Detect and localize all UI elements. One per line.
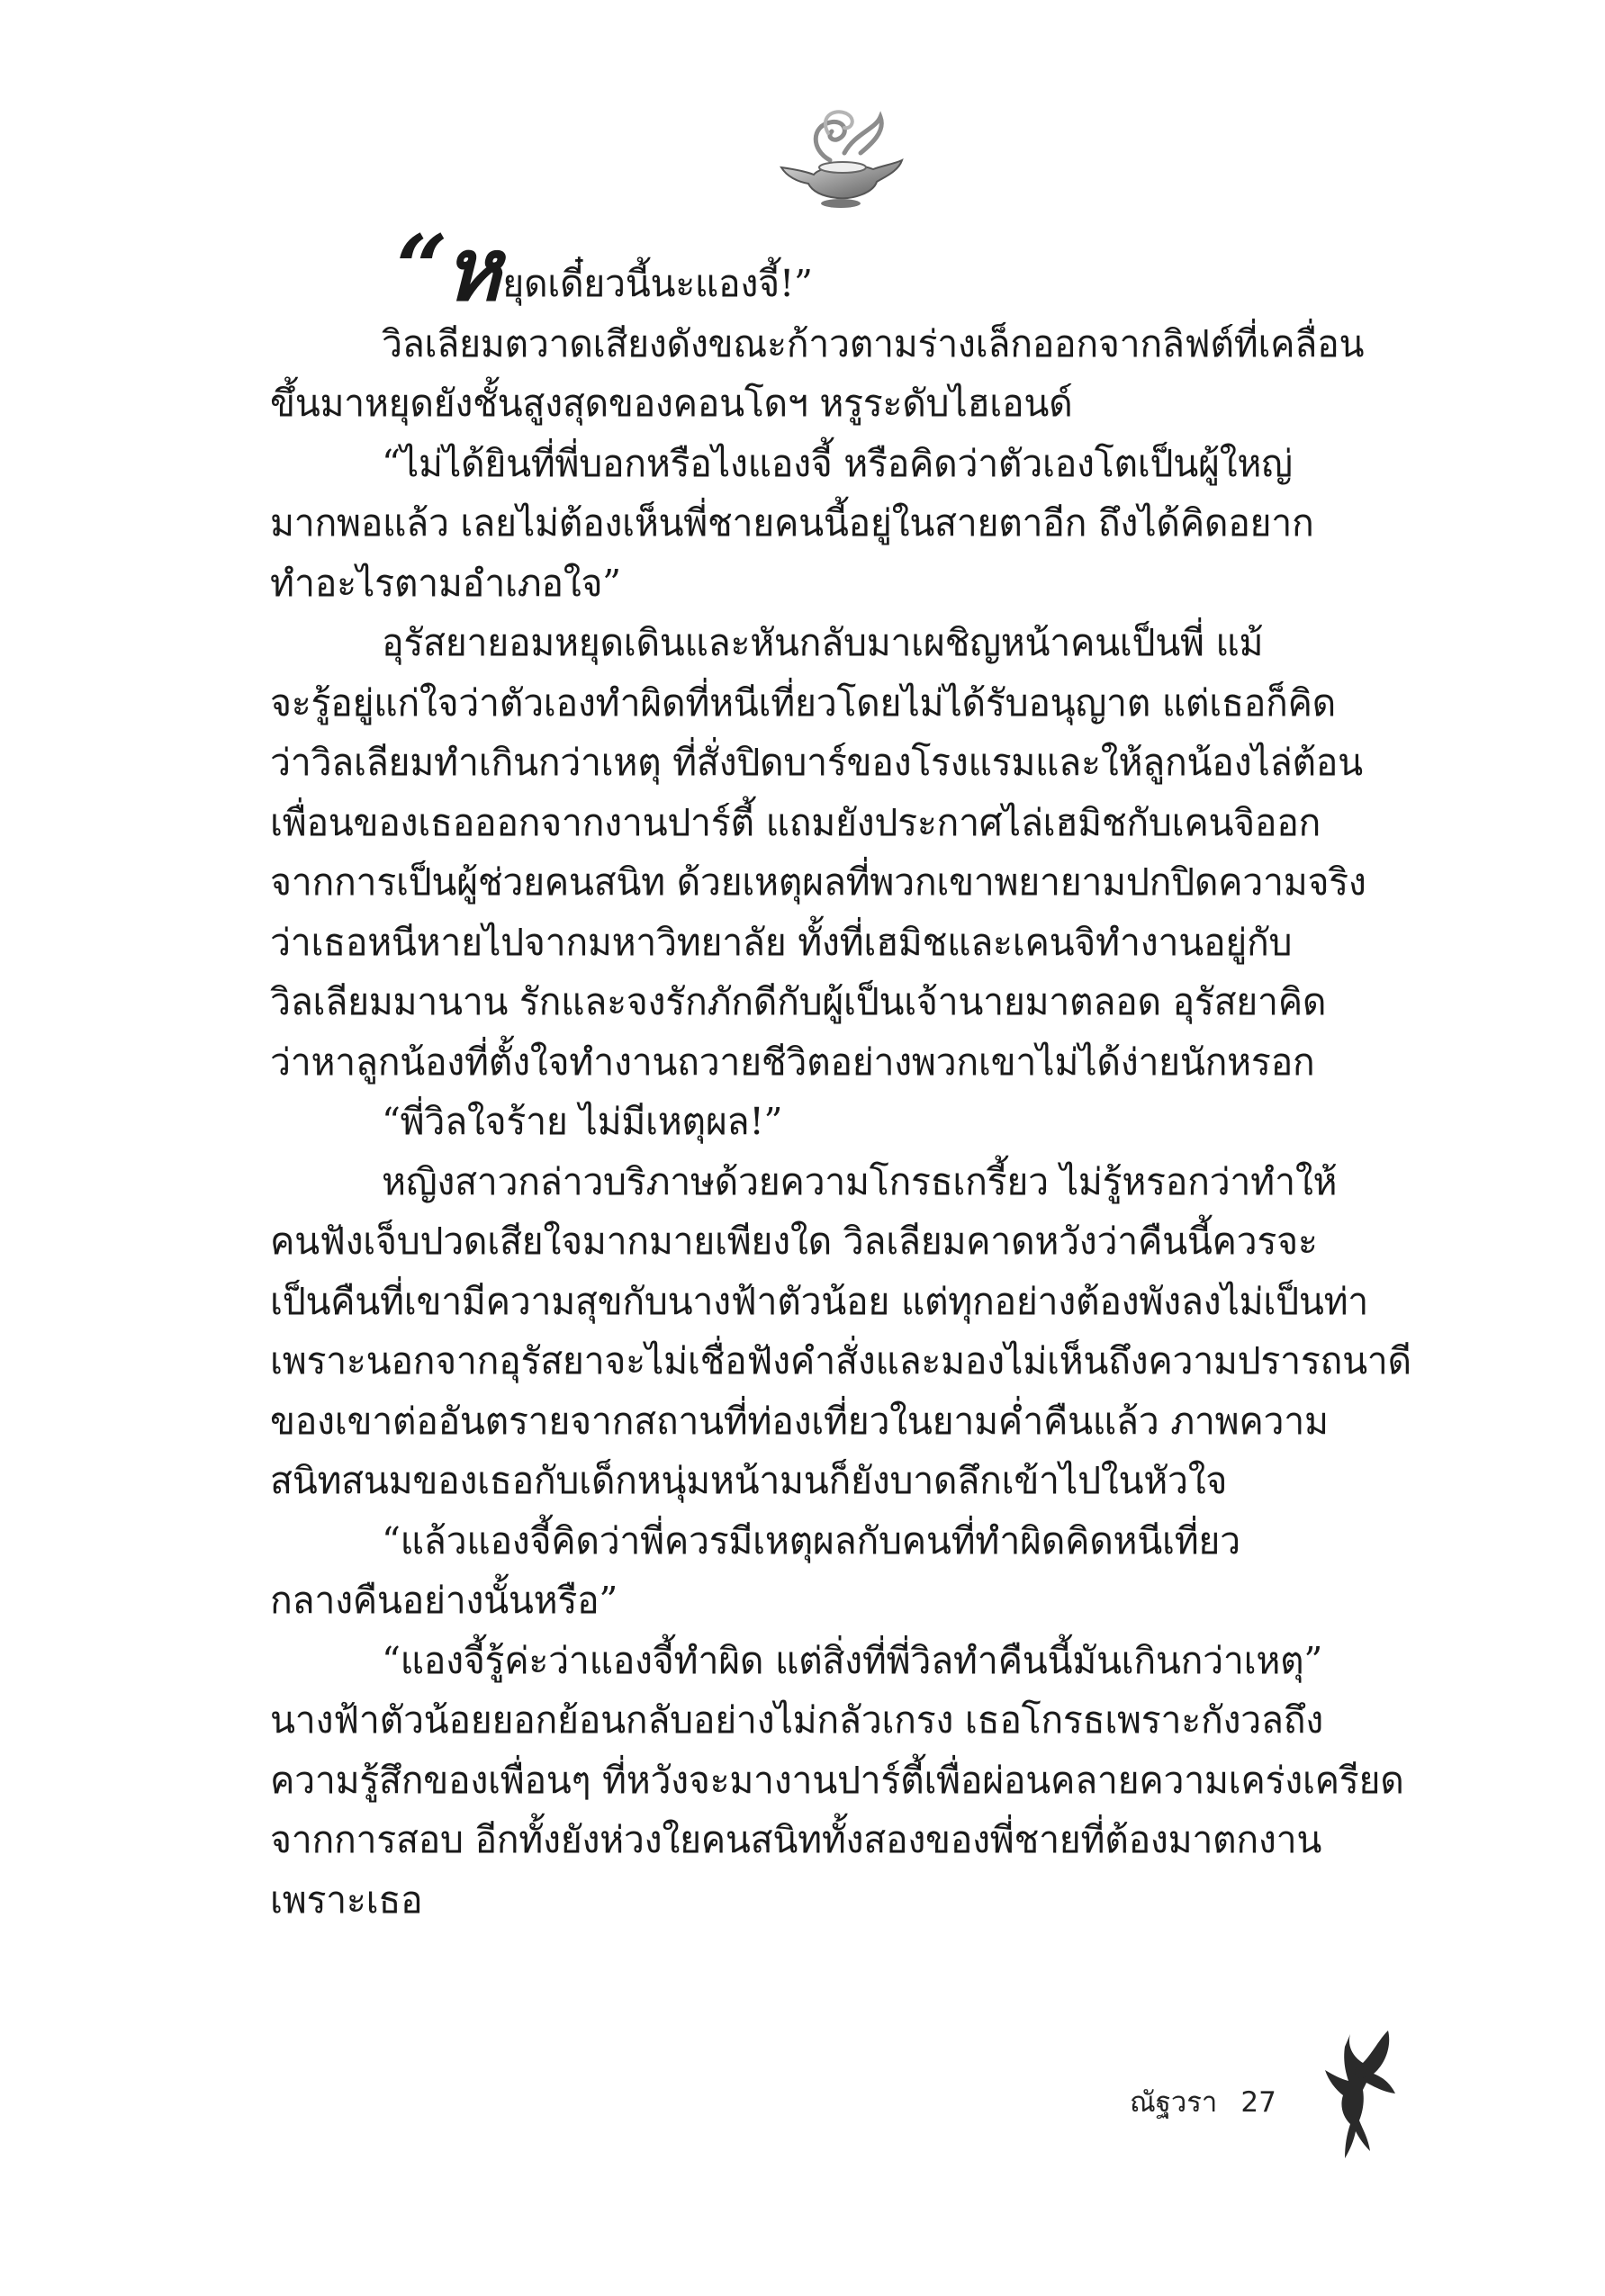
text-line: ว่าวิลเลียมทำเกินกว่าเหตุ ที่สั่งปิดบาร์ของโรงแรมและให้ลูกน้องไล่ต้อน — [270, 741, 1363, 784]
text-line: “ไม่ได้ยินที่พี่บอกหรือไงแองจี้ หรือคิดว่าตัวเองโตเป็นผู้ใหญ่ — [382, 442, 1293, 485]
text-line: จากการสอบ อีกทั้งยังห่วงใยคนสนิททั้งสองของพี่ชายที่ต้องมาตกงาน — [270, 1818, 1322, 1861]
text-line: นางฟ้าตัวน้อยยอกย้อนกลับอย่างไม่กลัวเกรง เธอโกรธเพราะกังวลถึง — [270, 1698, 1323, 1742]
text-line: ทำอะไรตามอำเภอใจ” — [270, 562, 621, 605]
text-line: จากการเป็นผู้ช่วยคนสนิท ด้วยเหตุผลที่พวกเขาพยายามปกปิดความจริง — [270, 860, 1366, 904]
text-line: “แล้วแองจี้คิดว่าพี่ควรมีเหตุผลกับคนที่ทำผิดคิดหนีเที่ยว — [382, 1519, 1240, 1562]
magic-lamp-icon — [774, 106, 909, 210]
text-line: ว่าเธอหนีหายไปจากมหาวิทยาลัย ทั้งที่เฮมิชและเคนจิทำงานอยู่กับ — [270, 921, 1293, 964]
text-line: สนิทสนมของเธอกับเด็กหนุ่มหน้ามนก็ยังบาดลึกเข้าไปในหัวใจ — [270, 1459, 1228, 1502]
opening-line — [396, 215, 813, 321]
page-number: 27 — [1240, 2086, 1276, 2119]
text-line: ว่าหาลูกน้องที่ตั้งใจทำงานถวายชีวิตอย่างพวกเขาไม่ได้ง่ายนักหรอก — [270, 1040, 1315, 1084]
text-line: จะรู้อยู่แก่ใจว่าตัวเองทำผิดที่หนีเที่ยวโดยไม่ได้รับอนุญาต แต่เธอก็คิด — [270, 681, 1336, 725]
text-line: “พี่วิลใจร้าย ไม่มีเหตุผล!” — [382, 1100, 783, 1143]
text-line: เป็นคืนที่เขามีความสุขกับนางฟ้าตัวน้อย แต่ทุกอย่างต้องพังลงไม่เป็นท่า — [270, 1280, 1369, 1323]
page-footer — [1130, 2079, 1276, 2124]
opening-line-text: ยุดเดี๋ยวนี้นะแองจี้!” — [502, 262, 813, 305]
text-line: มากพอแล้ว เลยไม่ต้องเห็นพี่ชายคนนี้อยู่ในสายตาอีก ถึงได้คิดอยาก — [270, 501, 1314, 545]
text-line: เพราะเธอ — [270, 1878, 423, 1922]
text-line: ของเขาต่ออันตรายจากสถานที่ท่องเที่ยวในยามค่ำคืนแล้ว ภาพความ — [270, 1400, 1329, 1443]
drop-cap-initial: ห — [444, 219, 501, 320]
text-line: เพื่อนของเธอออกจากงานปาร์ตี้ แถมยังประกาศไล่เฮมิชกับเคนจิออก — [270, 801, 1321, 844]
text-line: เพราะนอกจากอุรัสยาจะไม่เชื่อฟังคำสั่งและมองไม่เห็นถึงความปรารถนาดี — [270, 1339, 1411, 1382]
text-line: หญิงสาวกล่าวบริภาษด้วยความโกรธเกรี้ยว ไม่รู้หรอกว่าทำให้ — [382, 1160, 1338, 1203]
fairy-silhouette-icon — [1323, 2027, 1397, 2160]
text-line: “แองจี้รู้ค่ะว่าแองจี้ทำผิด แต่สิ่งที่พี่วิลทำคืนนี้มันเกินกว่าเหตุ” — [382, 1639, 1323, 1682]
text-line: วิลเลียมมานาน รักและจงรักภักดีกับผู้เป็นเจ้านายมาตลอด อุรัสยาคิด — [270, 980, 1327, 1023]
text-line: ความรู้สึกของเพื่อนๆ ที่หวังจะมางานปาร์ตี้เพื่อผ่อนคลายความเคร่งเครียด — [270, 1759, 1404, 1802]
text-line: ขึ้นมาหยุดยังชั้นสูงสุดของคอนโดฯ หรูระดับไฮเอนด์ — [270, 382, 1073, 425]
text-line: อุรัสยายอมหยุดเดินและหันกลับมาเผชิญหน้าคนเป็นพี่ แม้ — [382, 621, 1264, 664]
author-name: ณัฐวรา — [1130, 2086, 1218, 2119]
text-line: กลางคืนอย่างนั้นหรือ” — [270, 1579, 618, 1622]
text-line: คนฟังเจ็บปวดเสียใจมากมายเพียงใด วิลเลียมคาดหวังว่าคืนนี้ควรจะ — [270, 1220, 1318, 1263]
opening-quote-mark: “ — [396, 215, 448, 321]
text-line: วิลเลียมตวาดเสียงดังขณะก้าวตามร่างเล็กออกจากลิฟต์ที่เคลื่อน — [382, 322, 1365, 365]
